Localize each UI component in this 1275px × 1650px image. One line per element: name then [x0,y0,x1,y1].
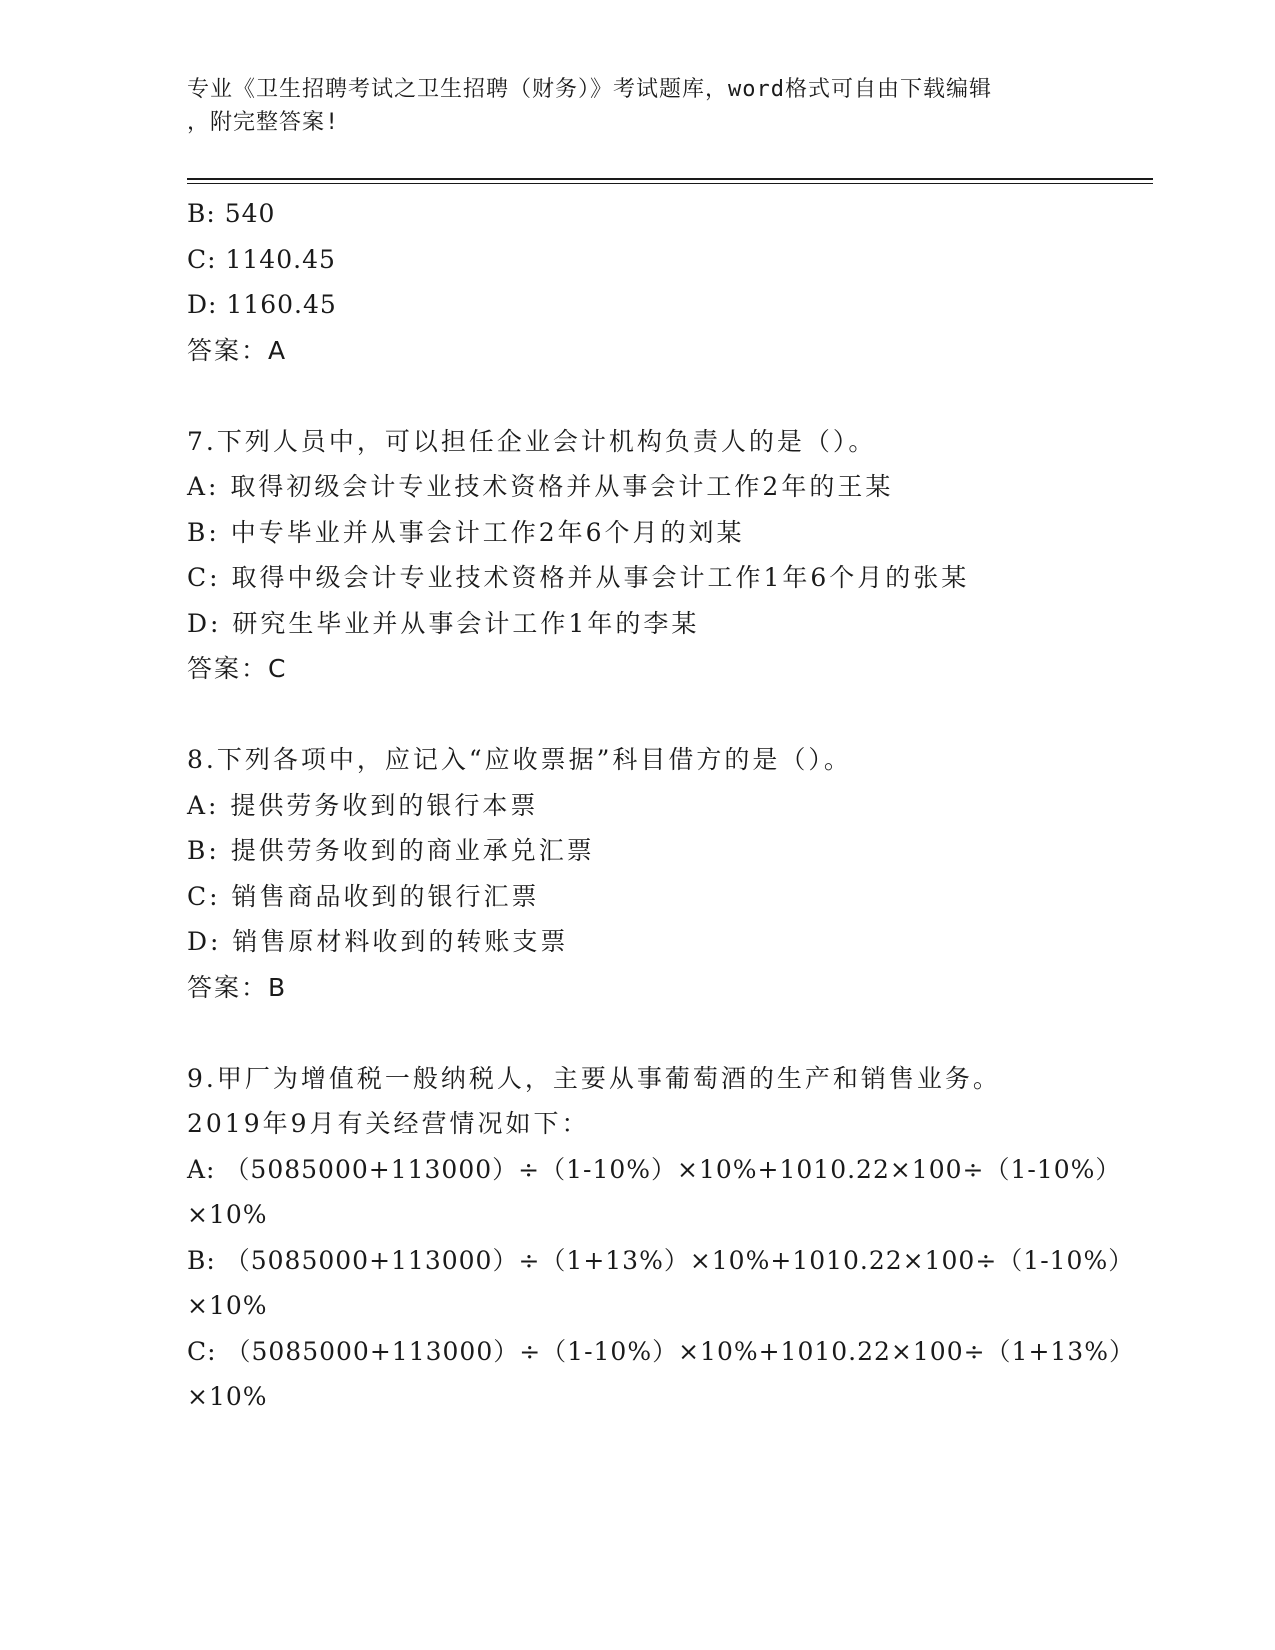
option-a: A: 取得初级会计专业技术资格并从事会计工作2年的王某 [187,472,894,501]
option-c-line-2: ×10% [187,1382,268,1411]
option-b-line-2: ×10% [187,1291,268,1320]
document-header [187,73,1067,139]
option-c: C: 取得中级会计专业技术资格并从事会计工作1年6个月的张某 [187,563,970,592]
header-divider-thick [187,178,1153,180]
option-c-line-1: C: （5085000+113000）÷（1-10%）×10%+1010.22×100÷（1+13%） [187,1336,1135,1366]
question-stem-line-1: 9.甲厂为增值税一般纳税人，主要从事葡萄酒的生产和销售业务。 [187,1063,1001,1093]
answer-label: 答案：C [187,654,288,683]
header-title-line-1: 专业《卫生招聘考试之卫生招聘（财务）》考试题库，word格式可自由下载编辑 [187,77,992,102]
header-title-line-2: ，附完整答案! [187,110,340,135]
question-stem-line-2: 2019年9月有关经营情况如下： [187,1109,590,1138]
option-a-line-2: ×10% [187,1200,268,1229]
header-divider-thin [187,183,1153,184]
question-content [187,191,1135,1420]
option-c: C: 销售商品收到的银行汇票 [187,881,540,911]
option-b-line-1: B: （5085000+113000）÷（1+13%）×10%+1010.22×100÷（1-10%） [187,1245,1135,1275]
question-stem: 8.下列各项中，应记入“应收票据”科目借方的是（）。 [187,745,852,774]
option-a: A: 提供劳务收到的银行本票 [187,790,539,820]
spacer [187,1010,1087,1056]
option-c: C: 1140.45 [187,244,336,274]
spacer [187,373,1087,419]
option-b: B: 540 [187,199,276,228]
question-6-tail [187,191,1087,373]
answer-label: 答案：A [187,335,288,365]
spacer [187,692,1087,738]
answer-label: 答案：B [187,972,288,1002]
option-b: B: 提供劳务收到的商业承兑汇票 [187,836,595,865]
question-9 [187,1056,1135,1420]
option-a-line-1: A: （5085000+113000）÷（1-10%）×10%+1010.22×100÷（1-10%） [187,1154,1122,1184]
option-d: D: 1160.45 [187,290,337,319]
question-stem: 7.下列人员中，可以担任企业会计机构负责人的是（）。 [187,426,877,456]
question-8 [187,737,1087,1010]
option-b: B: 中专毕业并从事会计工作2年6个月的刘某 [187,517,745,547]
question-7 [187,419,1087,692]
option-d: D: 销售原材料收到的转账支票 [187,927,569,956]
option-d: D: 研究生毕业并从事会计工作1年的李某 [187,608,700,638]
